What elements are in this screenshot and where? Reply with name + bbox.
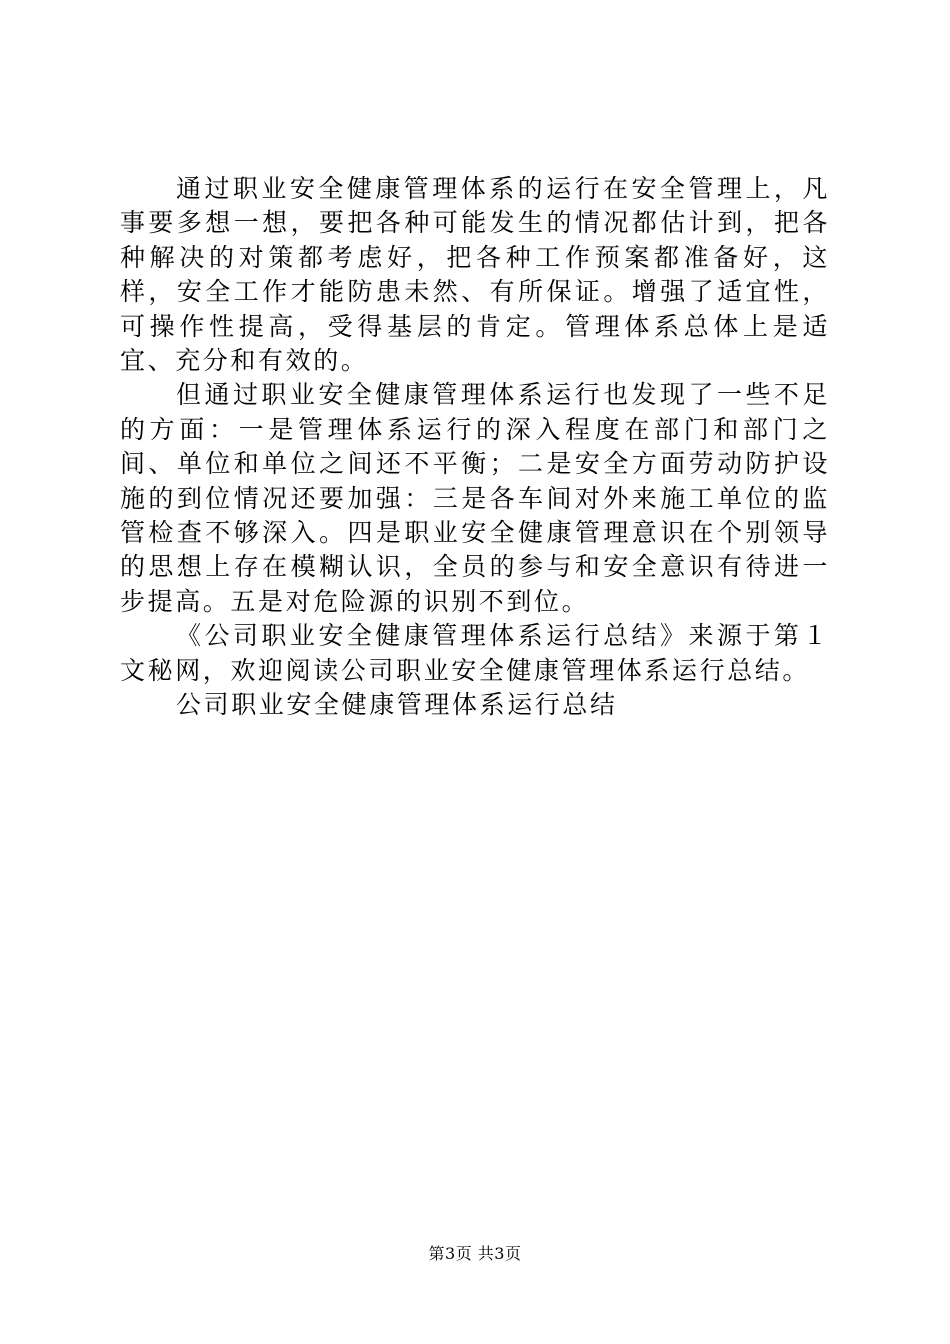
document-body <box>120 172 830 723</box>
paragraph-title-repeat: 公司职业安全健康管理体系运行总结 <box>176 690 618 720</box>
page-number-footer: 第3页 共3页 <box>428 1244 522 1263</box>
paragraph: 《公司职业安全健康管理体系运行总结》来源于第１文秘网，欢迎阅读公司职业安全健康管理体系运行总结。 <box>120 621 830 685</box>
paragraph: 但通过职业安全健康管理体系运行也发现了一些不足的方面：一是管理体系运行的深入程度在部门和部门之间、单位和单位之间还不平衡；二是安全方面劳动防护设施的到位情况还要加强：三是各车间对外来施工单位的监管检查不够深入。四是职业安全健康管理意识在个别领导的思想上存在模糊认识，全员的参与和安全意识有待进一步提高。五是对危险源的识别不到位。 <box>120 380 830 616</box>
paragraph: 通过职业安全健康管理体系的运行在安全管理上，凡事要多想一想，要把各种可能发生的情况都估计到，把各种解决的对策都考虑好，把各种工作预案都准备好，这样，安全工作才能防患未然、有所保证。增强了适宜性，可操作性提高，受得基层的肯定。管理体系总体上是适宜、充分和有效的。 <box>120 174 830 376</box>
